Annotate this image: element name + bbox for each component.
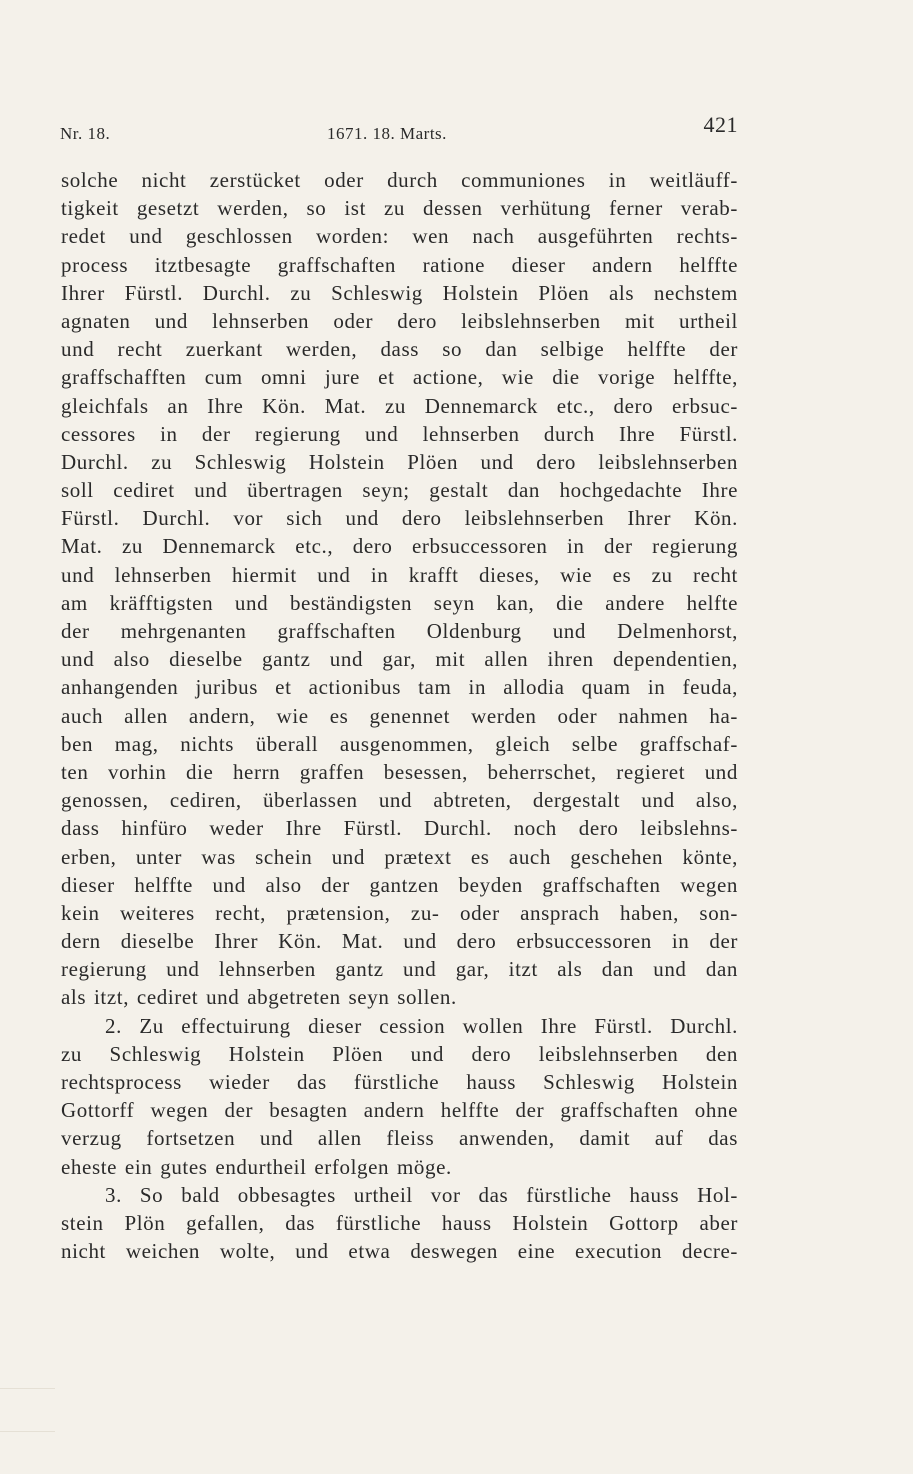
paragraph-3-start: 3. So bald obbesagtes urtheil vor das fürstliche hauss Hol- bbox=[105, 1182, 738, 1207]
text-line: dern dieselbe Ihrer Kön. Mat. und dero erbsuccessoren in der bbox=[61, 929, 738, 954]
text-line: anhangenden juribus et actionibus tam in allodia quam in feuda, bbox=[61, 675, 738, 700]
page-header bbox=[60, 112, 738, 148]
document-body bbox=[61, 166, 738, 1265]
text-line: tigkeit gesetzt werden, so ist zu dessen verhütung ferner verab- bbox=[61, 196, 738, 221]
text-line: cessores in der regierung und lehnserben durch Ihre Fürstl. bbox=[61, 421, 738, 446]
text-line: und recht zuerkant werden, dass so dan selbige helffte der bbox=[61, 337, 738, 362]
text-line: erben, unter was schein und prætext es auch geschehen könte, bbox=[61, 844, 738, 869]
text-line: stein Plön gefallen, das fürstliche hauss Holstein Gottorp aber bbox=[61, 1210, 738, 1235]
text-line: am kräfftigsten und beständigsten seyn kan, die andere helfte bbox=[61, 590, 738, 615]
text-line: Mat. zu Dennemarck etc., dero erbsuccessoren in der regierung bbox=[61, 534, 738, 559]
text-line: dieser helffte und also der gantzen beyden graffschaften wegen bbox=[61, 872, 738, 897]
document-date: 1671. 18. Marts. bbox=[327, 124, 447, 143]
text-line: auch allen andern, wie es genennet werden oder nahmen ha- bbox=[61, 703, 738, 728]
text-line: verzug fortsetzen und allen fleiss anwenden, damit auf das bbox=[61, 1126, 738, 1151]
text-line: und also dieselbe gantz und gar, mit allen ihren dependentien, bbox=[61, 647, 738, 672]
text-line: Gottorff wegen der besagten andern helffte der graffschaften ohne bbox=[61, 1098, 738, 1123]
text-line: regierung und lehnserben gantz und gar, itzt als dan und dan bbox=[61, 957, 738, 982]
text-line: und lehnserben hiermit und in krafft dieses, wie es zu recht bbox=[61, 562, 738, 587]
text-line: ten vorhin die herrn graffen besessen, beherrschet, regieret und bbox=[61, 759, 738, 784]
text-line: genossen, cediren, überlassen und abtreten, dergestalt und also, bbox=[61, 788, 738, 813]
text-line: redet und geschlossen worden: wen nach ausgeführten rechts- bbox=[61, 224, 738, 249]
text-line: zu Schleswig Holstein Plöen und dero leibslehnserben den bbox=[61, 1041, 738, 1066]
text-line: agnaten und lehnserben oder dero leibslehnserben mit urtheil bbox=[61, 308, 738, 333]
text-line: der mehrgenanten graffschaften Oldenburg und Delmenhorst, bbox=[61, 619, 738, 643]
text-line: solche nicht zerstücket oder durch communiones in weitläuff- bbox=[61, 168, 738, 192]
text-line: als itzt, cediret und abgetreten seyn sollen. bbox=[61, 985, 457, 1010]
page-number: 421 bbox=[703, 112, 738, 137]
text-line: gleichfals an Ihre Kön. Mat. zu Dennemarck etc., dero erbsuc- bbox=[61, 393, 738, 418]
text-line: ben mag, nichts überall ausgenommen, gleich selbe graffschaf- bbox=[61, 731, 738, 756]
paragraph-2-start: 2. Zu effectuirung dieser cession wollen Ihre Fürstl. Durchl. bbox=[105, 1013, 738, 1038]
text-line: Ihrer Fürstl. Durchl. zu Schleswig Holstein Plöen als nechstem bbox=[61, 280, 738, 305]
text-line: eheste ein gutes endurtheil erfolgen möge. bbox=[61, 1154, 452, 1179]
text-line: dass hinfüro weder Ihre Fürstl. Durchl. noch dero leibslehns- bbox=[61, 816, 738, 841]
text-line: rechtsprocess wieder das fürstliche hauss Schleswig Holstein bbox=[61, 1070, 738, 1094]
text-line: Fürstl. Durchl. vor sich und dero leibslehnserben Ihrer Kön. bbox=[61, 506, 738, 531]
document-number: Nr. 18. bbox=[60, 124, 111, 143]
text-line: soll cediret und übertragen seyn; gestalt dan hochgedachte Ihre bbox=[61, 478, 738, 503]
text-line: graffschafften cum omni jure et actione, wie die vorige helffte, bbox=[61, 365, 738, 390]
text-line: process itztbesagte graffschaften ratione dieser andern helffte bbox=[61, 252, 738, 277]
text-line: Durchl. zu Schleswig Holstein Plöen und dero leibslehnserben bbox=[61, 449, 738, 474]
page-edge-mark bbox=[0, 1388, 55, 1432]
text-line: kein weiteres recht, prætension, zu- oder ansprach haben, son- bbox=[61, 900, 738, 925]
text-line: nicht weichen wolte, und etwa deswegen eine execution decre- bbox=[61, 1239, 738, 1264]
